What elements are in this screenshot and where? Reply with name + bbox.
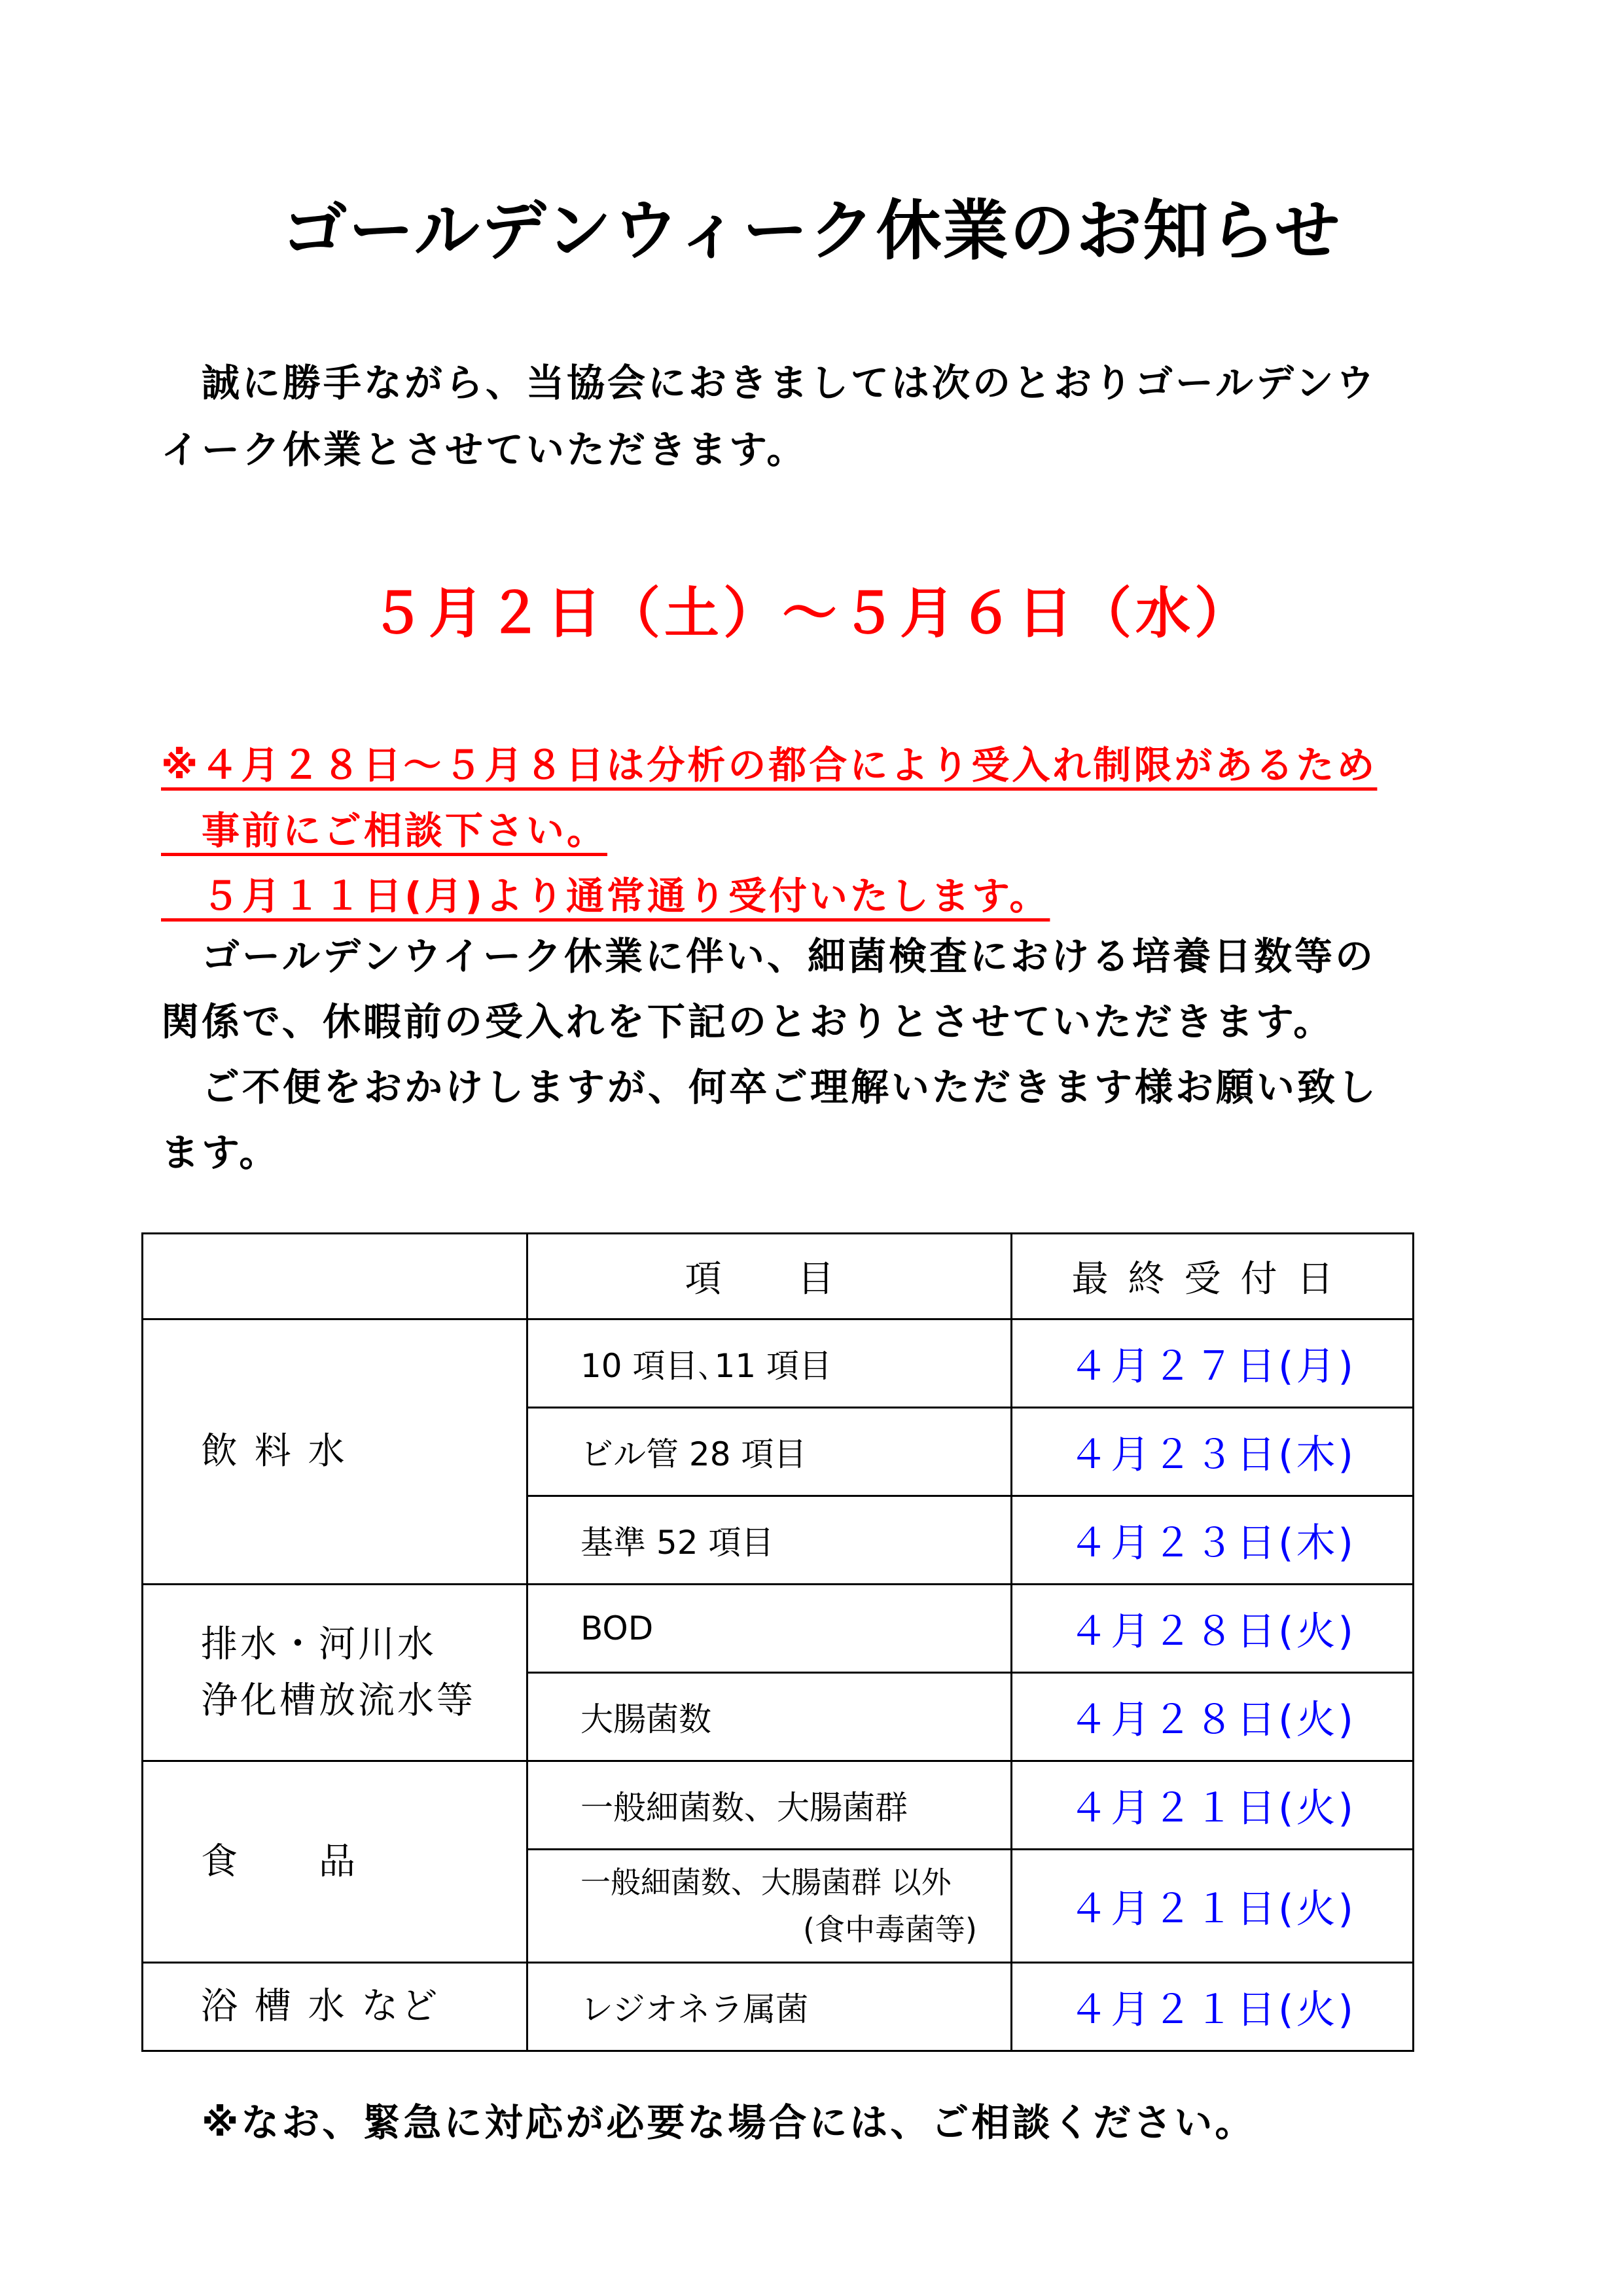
date-cell: ４月２１日(火) (1012, 1963, 1414, 2051)
category-wastewater (143, 1585, 527, 1761)
item-cell (527, 1850, 1012, 1963)
item-cell: レジオネラ属菌 (527, 1963, 1012, 2051)
date-cell: ４月２１日(火) (1012, 1761, 1414, 1850)
category-drinking-water: 飲 料 水 (143, 1319, 527, 1585)
category-food: 食 品 (143, 1761, 527, 1963)
item-cell: 10 項目､11 項目 (527, 1319, 1012, 1408)
header-category (143, 1234, 527, 1319)
paragraph-line-3: ご不便をおかけしますが、何卒ご理解いただきます様お願い致し (161, 1065, 1379, 1109)
header-last-date: 最終受付日 (1012, 1234, 1414, 1319)
item-cell: 基準 52 項目 (527, 1496, 1012, 1585)
table-header-row (143, 1234, 1414, 1319)
intro-line-2: イーク休業とさせていただきます。 (161, 427, 808, 472)
table-row (143, 1761, 1414, 1850)
table-row (143, 1963, 1414, 2051)
category-bath-water: 浴 槽 水 など (143, 1963, 527, 2051)
date-cell: ４月２３日(木) (1012, 1408, 1414, 1496)
intro-line-1: 誠に勝手ながら、当協会におきましては次のとおりゴールデンウ (161, 361, 1377, 405)
date-cell: ４月２７日(月) (1012, 1319, 1414, 1408)
deadline-table (141, 1232, 1414, 2052)
footer-note: ※なお、緊急に対応が必要な場合には、ご相談ください。 (161, 2100, 1256, 2145)
page-title: ゴールデンウィーク休業のお知らせ (281, 192, 1342, 269)
category-wastewater-line-2: 浄化槽放流水等 (201, 1679, 476, 1722)
paragraph-line-1: ゴールデンウイーク休業に伴い、細菌検査における培養日数等の (161, 934, 1376, 978)
notice-line-1: ※４月２８日～５月８日は分析の都合により受入れ制限があるため (161, 743, 1378, 787)
item-main: 一般細菌数、大腸菌群 以外 (580, 1865, 952, 1900)
date-cell: ４月２８日(火) (1012, 1585, 1414, 1673)
item-cell: 大腸菌数 (527, 1673, 1012, 1761)
item-sub: (食中毒菌等) (803, 1912, 977, 1947)
item-cell: BOD (527, 1585, 1012, 1673)
paragraph-line-2: 関係で、休暇前の受入れを下記のとおりとさせていただきます。 (161, 999, 1334, 1044)
date-cell: ４月２１日(火) (1012, 1850, 1414, 1963)
item-cell: 一般細菌数、大腸菌群 (527, 1761, 1012, 1850)
paragraph-line-4: ます。 (161, 1130, 280, 1175)
header-item: 項 目 (527, 1234, 1012, 1319)
notice-line-2: 事前にご相談下さい。 (161, 808, 608, 853)
item-cell: ビル管 28 項目 (527, 1408, 1012, 1496)
category-wastewater-line-1: 排水・河川水 (201, 1623, 437, 1666)
date-cell: ４月２８日(火) (1012, 1673, 1414, 1761)
table-row (143, 1319, 1414, 1408)
holiday-range: ５月２日（土）～５月６日（水） (369, 581, 1253, 645)
table-row (143, 1585, 1414, 1673)
date-cell: ４月２３日(木) (1012, 1496, 1414, 1585)
notice-line-3: ５月１１日(月)より通常通り受付いたします。 (161, 874, 1050, 918)
